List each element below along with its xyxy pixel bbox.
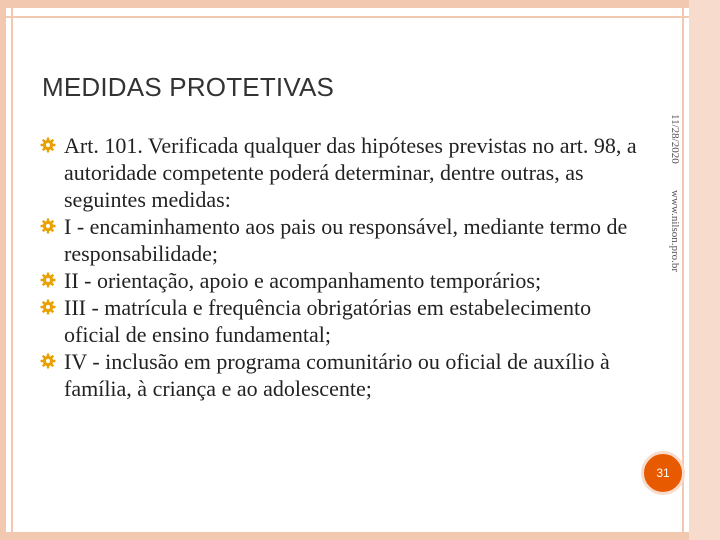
bullet-item (40, 213, 640, 267)
slide-title: MEDIDAS PROTETIVAS (42, 72, 335, 102)
bullet-item (40, 348, 640, 402)
bullet-list (40, 132, 640, 402)
right-border-band (689, 0, 720, 540)
side-date-container (669, 114, 683, 174)
bullet-text: III - matrícula e frequência obrigatórias em estabelecimento oficial de ensino fundamental; (64, 295, 592, 347)
bullet-item (40, 294, 640, 348)
gear-icon (40, 353, 56, 369)
gear-icon (40, 272, 56, 288)
bullet-text: IV - inclusão em programa comunitário ou oficial de auxílio à família, à criança e ao adolescente; (64, 349, 610, 401)
top-border-band (0, 0, 720, 8)
page-number: 31 (656, 466, 670, 480)
page-number-badge (641, 451, 685, 495)
bullet-text: Art. 101. Verificada qualquer das hipóteses previstas no art. 98, a autoridade competente poderá determinar, dentre outras, as seguintes medidas: (64, 133, 637, 212)
side-date: 11/28/2020 (669, 114, 681, 164)
gear-icon (40, 299, 56, 315)
left-border-band (0, 0, 6, 540)
bullet-text: II - orientação, apoio e acompanhamento temporários; (64, 268, 542, 293)
side-url-container (669, 190, 683, 310)
bullet-text: I - encaminhamento aos pais ou responsável, mediante termo de responsabilidade; (64, 214, 628, 266)
bullet-item (40, 132, 640, 213)
gear-icon (40, 218, 56, 234)
bullet-item (40, 267, 640, 294)
bottom-border-band (0, 532, 720, 540)
top-border-line (0, 16, 720, 18)
side-url: www.nilson.pro.br (669, 190, 681, 273)
gear-icon (40, 137, 56, 153)
left-border-line (11, 0, 13, 540)
